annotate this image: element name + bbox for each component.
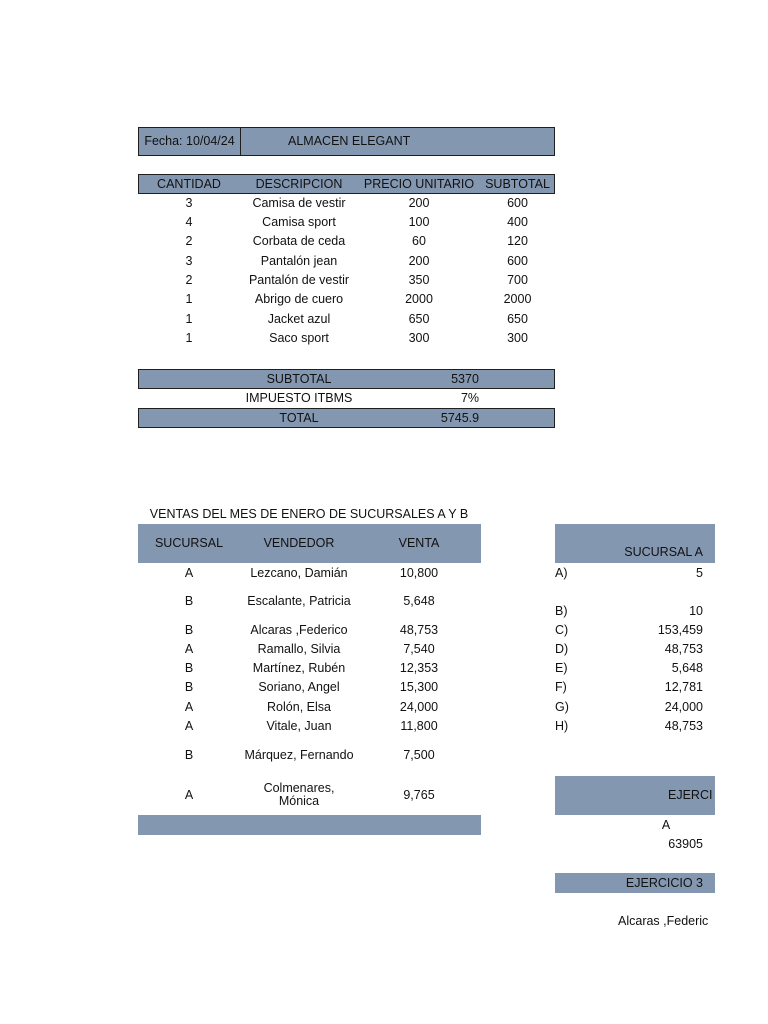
sales-branch: B bbox=[184, 594, 194, 608]
summary-total-value: 5745.9 bbox=[440, 410, 480, 425]
sales-seller: Alcaras ,Federico bbox=[250, 622, 348, 637]
item-price: 350 bbox=[408, 273, 430, 287]
side-row-value: 10 bbox=[689, 603, 703, 618]
side-row-label: G) bbox=[555, 699, 569, 714]
invoice-date-cell bbox=[138, 127, 241, 156]
side-row-label: C) bbox=[555, 622, 569, 637]
sales-branch: B bbox=[184, 622, 194, 637]
item-price: 60 bbox=[412, 234, 426, 248]
invoice-date: Fecha: 10/04/24 bbox=[144, 134, 235, 148]
side-row-value: 5,648 bbox=[671, 661, 703, 675]
item-price: 100 bbox=[408, 215, 430, 229]
item-qty: 3 bbox=[185, 253, 193, 268]
item-price: 200 bbox=[408, 253, 430, 268]
ejercicio2-letter: A bbox=[661, 817, 671, 832]
side-row-label: B) bbox=[555, 603, 568, 618]
sales-amount: 12,353 bbox=[399, 661, 439, 675]
ejercicio2-value: 63905 bbox=[668, 836, 703, 851]
summary-total-label: TOTAL bbox=[279, 410, 319, 425]
side-row-value: 24,000 bbox=[664, 699, 703, 714]
sales-branch: A bbox=[184, 565, 194, 580]
item-subtotal: 300 bbox=[507, 331, 528, 345]
side-row-value: 12,781 bbox=[664, 680, 703, 694]
sales-amount: 7,500 bbox=[403, 748, 435, 762]
item-subtotal: 700 bbox=[507, 273, 528, 287]
sales-branch: A bbox=[184, 699, 194, 714]
sales-branch: B bbox=[184, 661, 194, 675]
item-subtotal: 600 bbox=[507, 196, 528, 210]
item-desc: Corbata de ceda bbox=[252, 234, 346, 248]
sales-seller: Escalante, Patricia bbox=[247, 594, 351, 608]
item-qty: 1 bbox=[185, 331, 193, 345]
sales-branch: A bbox=[184, 719, 194, 733]
ejercicio3-value: Alcaras ,Federic bbox=[618, 913, 709, 928]
item-qty: 4 bbox=[185, 215, 193, 229]
item-desc: Jacket azul bbox=[267, 311, 331, 326]
sales-amount: 5,648 bbox=[403, 594, 435, 608]
summary-tax-label: IMPUESTO ITBMS bbox=[245, 390, 353, 405]
sales-amount: 7,540 bbox=[403, 641, 435, 656]
invoice-store-name: ALMACEN ELEGANT bbox=[288, 134, 411, 148]
ejercicio3-label: EJERCICIO 3 bbox=[625, 875, 703, 890]
item-price: 300 bbox=[408, 331, 430, 345]
sales-title: VENTAS DEL MES DE ENERO DE SUCURSALES A Y B bbox=[149, 506, 469, 521]
item-subtotal: 650 bbox=[507, 311, 528, 326]
sales-seller: Martínez, Rubén bbox=[252, 661, 346, 675]
item-subtotal: 600 bbox=[507, 253, 528, 268]
summary-subtotal-value: 5370 bbox=[451, 371, 479, 386]
item-desc: Saco sport bbox=[269, 331, 329, 345]
item-price: 650 bbox=[408, 311, 430, 326]
item-subtotal: 120 bbox=[507, 234, 528, 248]
sales-amount: 15,300 bbox=[399, 680, 439, 694]
side-row-value: 48,753 bbox=[664, 641, 703, 656]
item-price: 2000 bbox=[405, 292, 433, 306]
side-row-label: E) bbox=[555, 661, 568, 675]
sales-branch: A bbox=[184, 787, 194, 802]
item-qty: 1 bbox=[185, 311, 193, 326]
side-row-value: 48,753 bbox=[664, 719, 703, 733]
sales-seller: Ramallo, Silvia bbox=[257, 641, 341, 656]
sales-header-venta: VENTA bbox=[398, 536, 440, 550]
side-row-label: F) bbox=[555, 680, 567, 694]
side-row-value: 153,459 bbox=[657, 622, 703, 637]
side-header-label: SUCURSAL A bbox=[624, 544, 703, 559]
sales-amount: 10,800 bbox=[399, 565, 439, 580]
ejercicio2-label: EJERCI bbox=[668, 788, 713, 802]
sales-seller: Soriano, Angel bbox=[258, 680, 340, 694]
side-row-label: D) bbox=[555, 641, 569, 656]
invoice-header-precio: PRECIO UNITARIO bbox=[363, 176, 475, 191]
item-desc: Camisa de vestir bbox=[252, 196, 346, 210]
item-subtotal: 2000 bbox=[503, 292, 532, 306]
sales-amount: 9,765 bbox=[403, 787, 435, 802]
invoice-header-cantidad: CANTIDAD bbox=[157, 176, 221, 191]
sales-seller: Colmenares, Mónica bbox=[263, 781, 335, 808]
side-row-label: H) bbox=[555, 719, 569, 733]
sales-seller: Márquez, Fernando bbox=[244, 748, 354, 762]
item-price: 200 bbox=[408, 196, 430, 210]
sales-branch: B bbox=[184, 680, 194, 694]
item-desc: Abrigo de cuero bbox=[254, 292, 344, 306]
item-qty: 1 bbox=[185, 292, 193, 306]
invoice-header-subtotal: SUBTOTAL bbox=[485, 176, 550, 191]
sales-header-sucursal: SUCURSAL bbox=[154, 536, 224, 550]
item-qty: 2 bbox=[185, 234, 193, 248]
item-desc: Camisa sport bbox=[262, 215, 336, 229]
sales-branch: A bbox=[184, 641, 194, 656]
item-subtotal: 400 bbox=[507, 215, 528, 229]
sales-seller: Rolón, Elsa bbox=[267, 699, 331, 714]
sales-seller: Lezcano, Damián bbox=[250, 565, 348, 580]
sales-amount: 11,800 bbox=[400, 719, 438, 733]
side-row-label: A) bbox=[555, 565, 568, 580]
sales-amount: 24,000 bbox=[399, 699, 439, 714]
sales-amount: 48,753 bbox=[399, 622, 439, 637]
sales-header-vendedor: VENDEDOR bbox=[263, 536, 335, 550]
invoice-store-cell bbox=[240, 127, 555, 156]
item-qty: 2 bbox=[185, 273, 193, 287]
summary-subtotal-label: SUBTOTAL bbox=[266, 371, 332, 386]
sales-branch: B bbox=[184, 748, 194, 762]
side-row-value: 5 bbox=[696, 565, 703, 580]
sales-seller: Vitale, Juan bbox=[266, 719, 332, 733]
sales-footer-bar bbox=[138, 815, 481, 835]
summary-tax-value: 7% bbox=[460, 390, 480, 405]
item-qty: 3 bbox=[185, 196, 193, 210]
invoice-header-descripcion: DESCRIPCION bbox=[255, 176, 343, 191]
item-desc: Pantalón jean bbox=[260, 253, 338, 268]
item-desc: Pantalón de vestir bbox=[248, 273, 350, 287]
